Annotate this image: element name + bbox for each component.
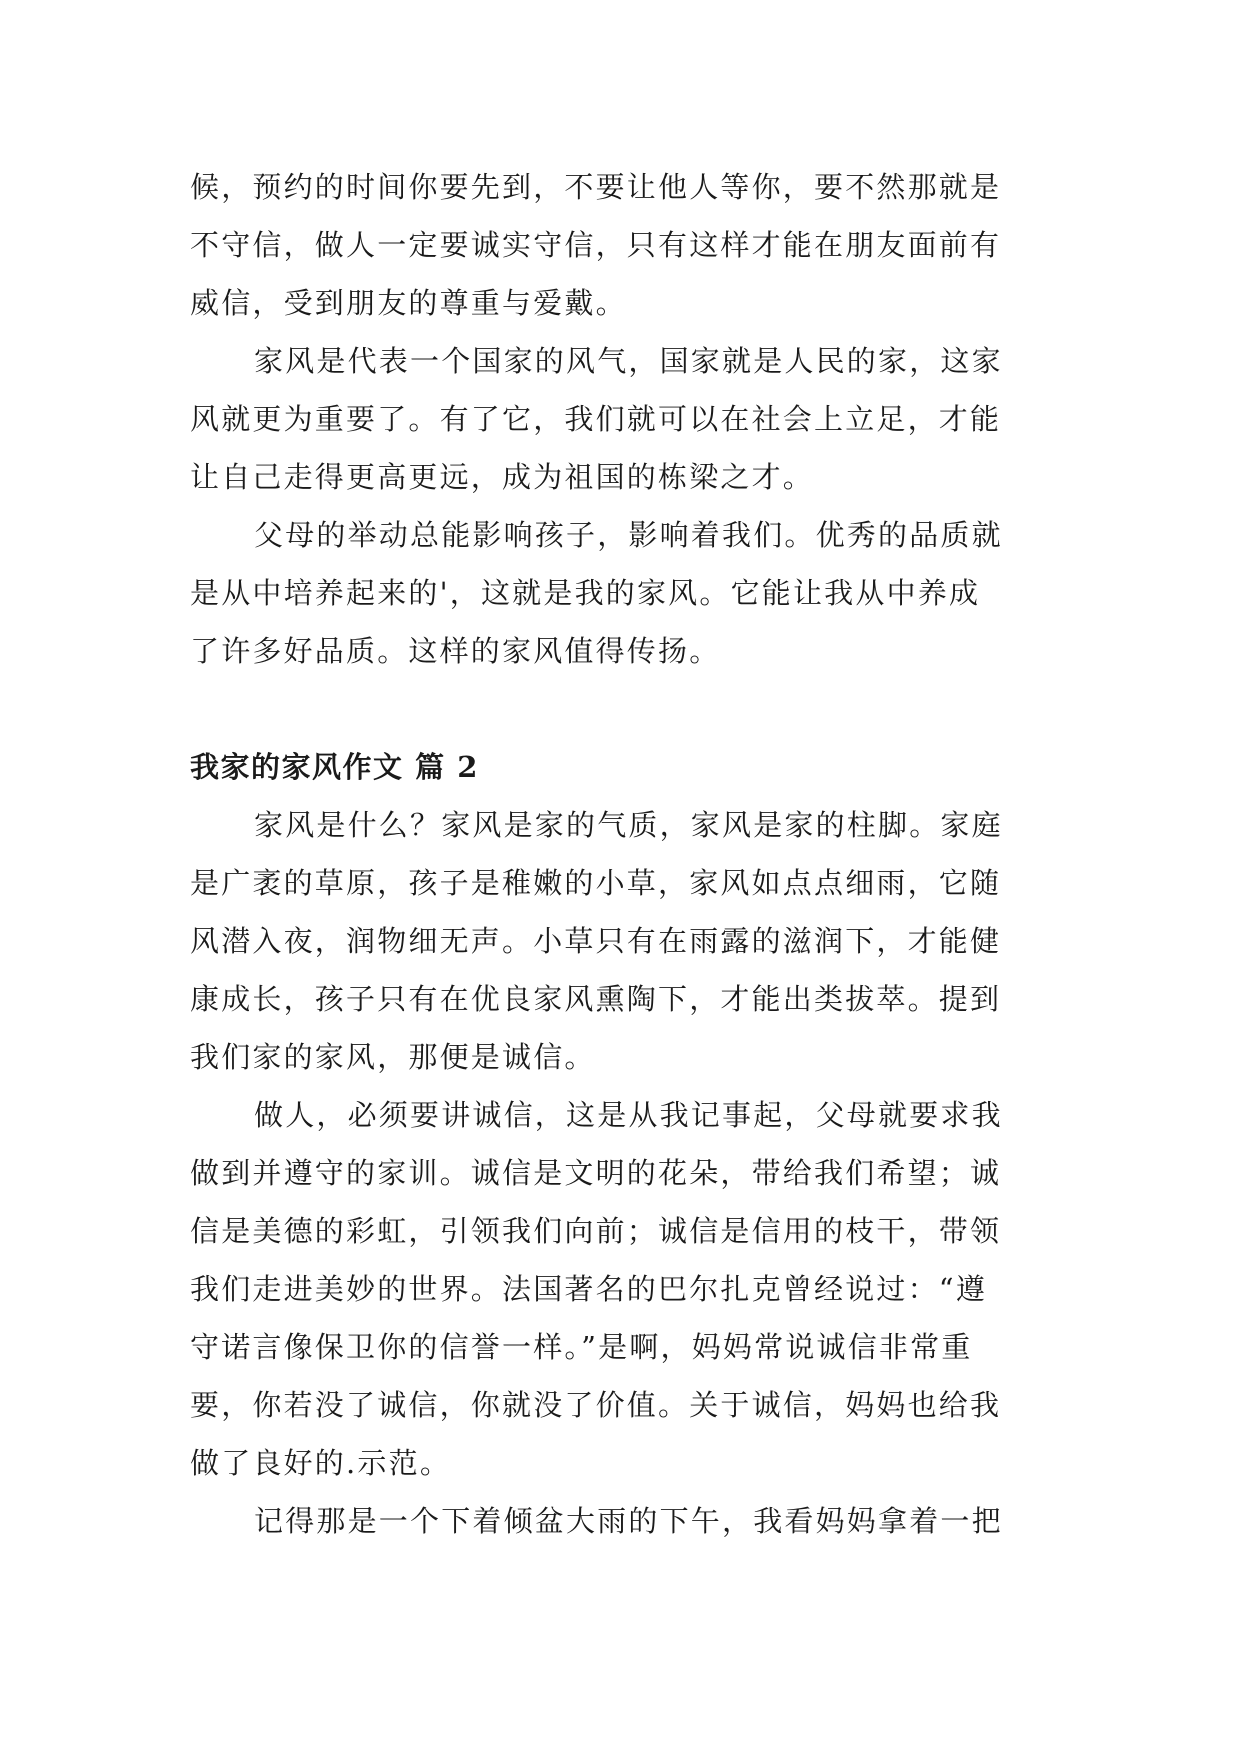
document-body <box>190 158 1050 1550</box>
paragraph-what-is-family-style: 家风是什么？家风是家的气质，家风是家的柱脚。家庭 是广袤的草原，孩子是稚嫩的小草，家风如点点细雨，它随 风潜入夜，润物细无声。小草只有在雨露的滋润下，才能健 康成长，孩子只有在优良家风熏陶下，才能出类拔萃。提到 我们家的家风，那便是诚信。 <box>190 808 1003 1074</box>
paragraph-family-style-nation: 家风是代表一个国家的风气，国家就是人民的家，这家 风就更为重要了。有了它，我们就可以在社会上立足，才能 让自己走得更高更远，成为祖国的栋梁之才。 <box>190 344 1003 494</box>
paragraph-parents-influence: 父母的举动总能影响孩子，影响着我们。优秀的品质就 是从中培养起来的'，这就是我的家风。它能让我从中养成 了许多好品质。这样的家风值得传扬。 <box>190 518 1003 668</box>
paragraph-continuation: 候，预约的时间你要先到，不要让他人等你，要不然那就是 不守信，做人一定要诚实守信，只有这样才能在朋友面前有 威信，受到朋友的尊重与爱戴。 <box>190 170 1002 320</box>
paragraph-rainy-afternoon: 记得那是一个下着倾盆大雨的下午，我看妈妈拿着一把 <box>254 1504 1003 1538</box>
paragraph-honesty: 做人，必须要讲诚信，这是从我记事起，父母就要求我 做到并遵守的家训。诚信是文明的花朵，带给我们希望；诚 信是美德的彩虹，引领我们向前；诚信是信用的枝干，带领 我们走进美妙的世界。法国著名的巴尔扎克曾经说过：“遵 守诺言像保卫你的信誉一样。”是啊，妈妈常说诚信非常重 要，你若没了诚信，你就没了价值。关于诚信，妈妈也给我 做了良好的.示范。 <box>190 1098 1003 1480</box>
section-title: 我家的家风作文 篇 2 <box>190 750 479 784</box>
